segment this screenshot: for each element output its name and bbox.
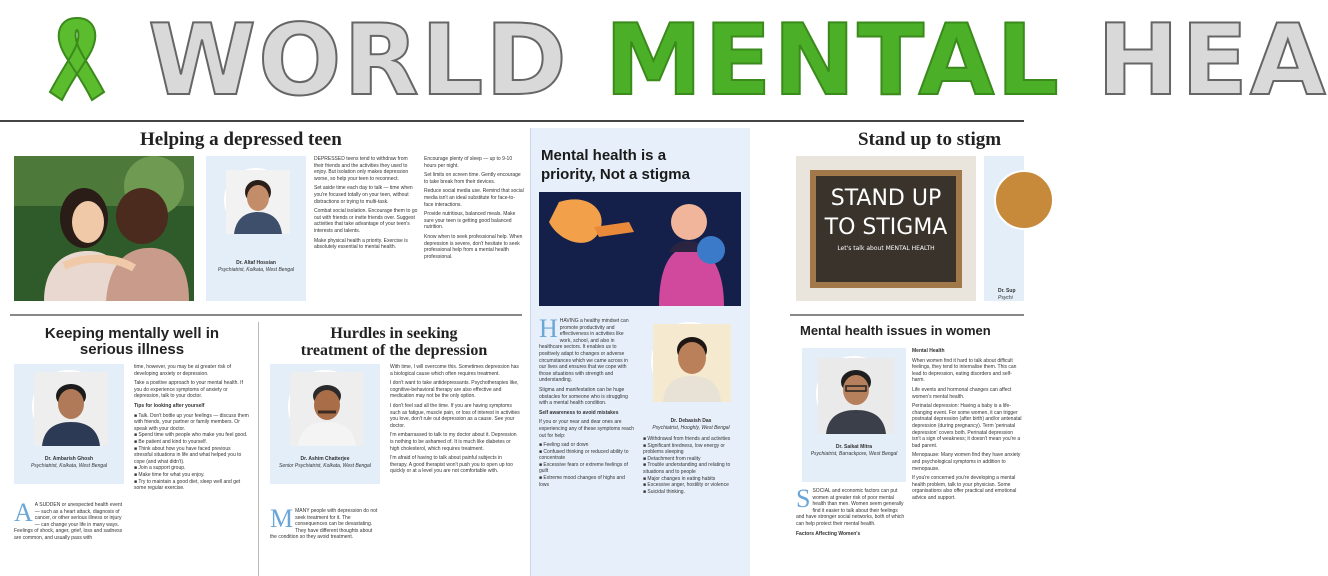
masthead	[0, 0, 1328, 122]
feature-headline-line1: Mental health is a	[541, 147, 667, 164]
stigma-sign-photo	[796, 156, 976, 301]
teen-c2-p2: Set limits on screen time. Gently encourage to take break from their devices.	[424, 172, 521, 185]
teen-c1-p3: Combat social isolation. Encourage them to go out with friends or invite friends over. Suggest activities that take advantage of your teen's interests and talents.	[314, 208, 418, 234]
illness-tip-3: ■ Be patient and kind to yourself.	[134, 438, 208, 445]
women-c2-subhead: Mental Health	[912, 348, 945, 354]
stigma-author-role: Psychi	[998, 294, 1013, 301]
stigma-author-photo	[994, 170, 1054, 230]
feature-author-caption	[641, 418, 741, 431]
hurdles-c2-p4: I'm embarrassed to talk to my doctor about it. Depression is nothing to be ashamed of. It is much like diabetes or high cholesterol, which requires treatment.	[390, 432, 517, 452]
teen-c2-p5: Know when to seek professional help. When depression is severe, don't hesitate to seek professional help from a mental health professional.	[424, 233, 523, 260]
feature-symptom-1: ■ Feeling sad or down	[539, 442, 589, 449]
feature-headline	[541, 146, 690, 184]
stigma-author-box	[984, 156, 1024, 301]
hurdles-c2-p5: I'm afraid of having to talk about painful subjects in therapy. A good therapist won't push you to open up too quickly or at a level you are not comfortable with.	[390, 455, 513, 475]
women-c1-subhead: Factors Affecting Women's	[796, 530, 861, 537]
illness-author-name: Dr. Ambarish Ghosh	[44, 456, 94, 462]
feature-author-role: Psychiatrist, Hooghly, West Bengal	[652, 424, 730, 431]
masthead-word-health: HEA	[1096, 4, 1328, 118]
women-author-box	[802, 348, 906, 482]
hurdles-column-2	[390, 364, 520, 576]
feature-symptom-7: ■ Detachment from reality	[643, 455, 701, 462]
feature-panel	[530, 128, 750, 576]
feature-symptom-3: ■ Excessive fears or extreme feelings of guilt	[539, 461, 628, 475]
feature-author-photo	[651, 322, 729, 400]
teen-headline: Helping a depressed teen	[140, 129, 342, 150]
masthead-word-mental: MENTAL	[604, 4, 1061, 118]
masthead-word-world: WORLD	[148, 4, 569, 118]
women-author-photo	[816, 356, 892, 432]
hurdles-headline-line2: treatment of the depression	[300, 341, 488, 359]
teen-author-role: Psychiatrist, Kolkata, West Bengal	[217, 266, 295, 273]
illness-column-2	[134, 364, 250, 576]
divider-vertical	[258, 322, 259, 576]
women-c1-p1: SSOCIAL and economic factors can put women at greater risk of poor mental health than men. Women seem generally find it easier to talk about their feelings and have stronger social networks, both of which can help protect their mental health.	[796, 484, 905, 527]
feature-c1-p1: HHAVING a healthy mindset can promote productivity and effectiveness in activities like work, school, and also in healthcare sectors. It enables us to positively adapt to changes or adverse circumstances which we came across in our lives and ensures that we cope with those situations with strength and understanding.	[539, 314, 629, 384]
hurdles-c2-p3: I don't feel sad all the time. If you are having symptoms such as fatigue, muscle pain, or loss of interest in activities you love, don't rule out depression as a cause. See your doctor.	[390, 402, 520, 429]
teen-author-caption	[210, 260, 302, 273]
illness-tip-1: ■ Talk. Don't bottle up your feelings — discuss them with friends, your partner or family members. Or speak with your doctor.	[134, 412, 249, 432]
feature-author-name: Dr. Debasish Das	[670, 418, 712, 424]
feature-symptom-9: ■ Major changes in eating habits	[643, 475, 716, 482]
teen-c2-p1: Encourage plenty of sleep — up to 9-10 hours per night.	[424, 156, 513, 169]
feature-headline-line2: priority, Not a stigma	[541, 166, 690, 183]
illness-c2-subhead: Tips for looking after yourself	[134, 402, 205, 409]
feature-column-2	[643, 436, 743, 574]
hurdles-column-1	[270, 504, 380, 576]
feature-symptom-11: ■ Suicidal thinking.	[643, 488, 685, 495]
women-c2-p1: When women find it hard to talk about difficult feelings, they tend to internalise them. This can lead to depression, eating disorders and self-harm.	[912, 357, 1017, 384]
masthead-title	[148, 6, 1328, 116]
teen-author-name: Dr. Altaf Hossian	[236, 260, 276, 266]
women-author-role: Psychiatrist, Barrackpore, West Bengal	[810, 450, 898, 457]
awareness-ribbon-icon	[32, 10, 122, 110]
women-author-caption	[804, 444, 904, 457]
illness-author-photo	[32, 370, 106, 444]
newspaper-page	[0, 124, 1024, 576]
feature-symptom-6: ■ Significant tiredness, low energy or problems sleeping	[643, 442, 725, 456]
women-c2-p4: Menopause: Many women find they have anxiety and psychological symptoms in addition to menopause.	[912, 452, 1021, 472]
illness-c1-p1: A A SUDDEN or unexpected health event — such as a heart attack, diagnosis of cancer, or other serious illness or injury — can change your life in many ways. Feelings of shock, anger, grief, loss and sadness are common, and usually pass with	[14, 498, 123, 541]
stigma-sign-line1: STAND UP	[830, 186, 942, 211]
feature-c1-subhead: Self awareness to avoid mistakes	[539, 409, 619, 416]
illness-c2-p2: Take a positive approach to your mental health. If you do experience symptoms of anxiety or depression, talk to your doctor.	[134, 380, 243, 400]
teen-author-box	[206, 156, 306, 301]
illness-headline-line1: Keeping mentally well in	[44, 325, 220, 342]
divider-right	[790, 314, 1024, 316]
feature-column-1	[539, 314, 635, 574]
hurdles-c2-p1: With time, I will overcome this. Sometimes depression has a biological cause which often requires treatment.	[390, 364, 519, 377]
teen-c1-p4: Make physical health a priority. Exercise is absolutely essential to mental health.	[314, 237, 408, 251]
illness-author-box	[14, 364, 124, 484]
teen-c2-p3: Reduce social media use. Remind that social media isn't an ideal substitute for face-to-face interactions.	[424, 188, 524, 208]
illness-tip-4: ■ Think about how you have faced previous stressful situations in life and what helped you to cope (and what didn't).	[134, 445, 242, 465]
women-column-1	[796, 484, 906, 576]
teen-c2-p4: Provide nutritious, balanced meals. Make sure your teen is getting good balanced nutrition.	[424, 211, 516, 231]
women-c2-p2: Life events and hormonal changes can affect women's mental health.	[912, 386, 1012, 400]
illness-tip-2: ■ Spend time with people who make you feel good.	[134, 432, 248, 439]
hurdles-author-role: Senior Psychiatrist, Kolkata, West Bengal	[279, 462, 371, 469]
illness-headline	[20, 326, 244, 358]
feature-illustration	[539, 192, 741, 306]
feature-symptom-5: ■ Withdrawal from friends and activities	[643, 436, 731, 442]
hurdles-author-photo	[288, 370, 362, 444]
teen-c1-p1: DEPRESSED teens tend to withdraw from their friends and the activities they used to enjoy. But isolation only makes depression worse, so help your teen to reconnect.	[314, 156, 409, 182]
illness-column-1	[14, 498, 124, 576]
hurdles-c1-p1: MMANY people with depression do not seek treatment for it. The consequences can be devastating. They have different thoughts about the condition so they avoid treatment.	[270, 504, 378, 541]
teen-hug-photo	[14, 156, 194, 301]
stigma-sign-line3: Let's talk about MENTAL HEALTH	[837, 245, 935, 252]
illness-tip-5: ■ Join a support group.	[134, 465, 186, 472]
women-c2-p5: If you're concerned you're developing a mental health problem, talk to your physician. Some organisations also offer practical and emotional advice and support.	[912, 475, 1017, 501]
illness-headline-line2: serious illness	[79, 340, 185, 358]
hurdles-c2-p2: I don't want to take antidepressants. Psychotherapies like, cognitive-behavioral therapy are also effective and medication may not be the only option.	[390, 380, 519, 400]
stigma-author-caption	[998, 288, 1028, 301]
teen-c1-p2: Set aside time each day to talk — time when you're focused totally on your teen, without distractions or trying to multi-task.	[314, 185, 413, 205]
hurdles-author-caption	[272, 456, 378, 469]
hurdles-author-name: Dr. Ashim Chatterjee	[300, 456, 350, 462]
feature-symptom-8: ■ Trouble understanding and relating to situations and to people	[643, 462, 731, 475]
illness-c2-p1: time, however, you may be at greater risk of developing anxiety or depression.	[134, 364, 231, 377]
stigma-author-name: Dr. Sup	[998, 288, 1016, 294]
feature-symptom-4: ■ Extreme mood changes of highs and lows	[539, 475, 625, 488]
women-headline: Mental health issues in women	[800, 323, 991, 338]
hurdles-headline	[262, 326, 526, 360]
illness-author-role: Psychiatrist, Kolkata, West Bengal	[30, 462, 108, 469]
feature-symptom-2: ■ Confused thinking or reduced ability to concentrate	[539, 448, 629, 462]
women-c2-p3: Perinatal depression: Having a baby is a life-changing event. For some women, it can trigger postnatal depression (after birth) and/or antenatal depression (during pregnancy). Term 'perinatal depression' covers both. Perinatal depression isn't a sign of weakness; it doesn't mean you're a bad parent.	[912, 403, 1022, 449]
hurdles-author-box	[270, 364, 380, 484]
hurdles-headline-line1: Hurdles in seeking	[330, 325, 458, 342]
illness-author-caption	[16, 456, 122, 469]
women-column-2	[912, 348, 1022, 576]
feature-c1-p2: Stigma and manifestation can be huge obstacles for someone who is struggling with a mental health condition.	[539, 386, 628, 407]
divider-left	[10, 314, 522, 316]
stigma-sign-line2: TO STIGMA	[824, 215, 948, 240]
illness-tip-6: ■ Make time for what you enjoy.	[134, 471, 205, 478]
teen-column-1	[314, 156, 418, 306]
illness-tip-7: ■ Try to maintain a good diet, sleep well and get some regular exercise.	[134, 478, 241, 492]
stigma-headline: Stand up to stigm	[858, 129, 1002, 150]
teen-author-photo	[224, 168, 288, 232]
stigma-sign-board	[810, 170, 962, 288]
women-author-name: Dr. Saikat Mitra	[835, 444, 873, 450]
teen-column-2	[424, 156, 524, 306]
feature-c1-p3: If you or your near and dear ones are experiencing any of these symptoms reach out for help:	[539, 419, 635, 439]
feature-symptom-10: ■ Excessive anger, hostility or violence	[643, 482, 729, 489]
